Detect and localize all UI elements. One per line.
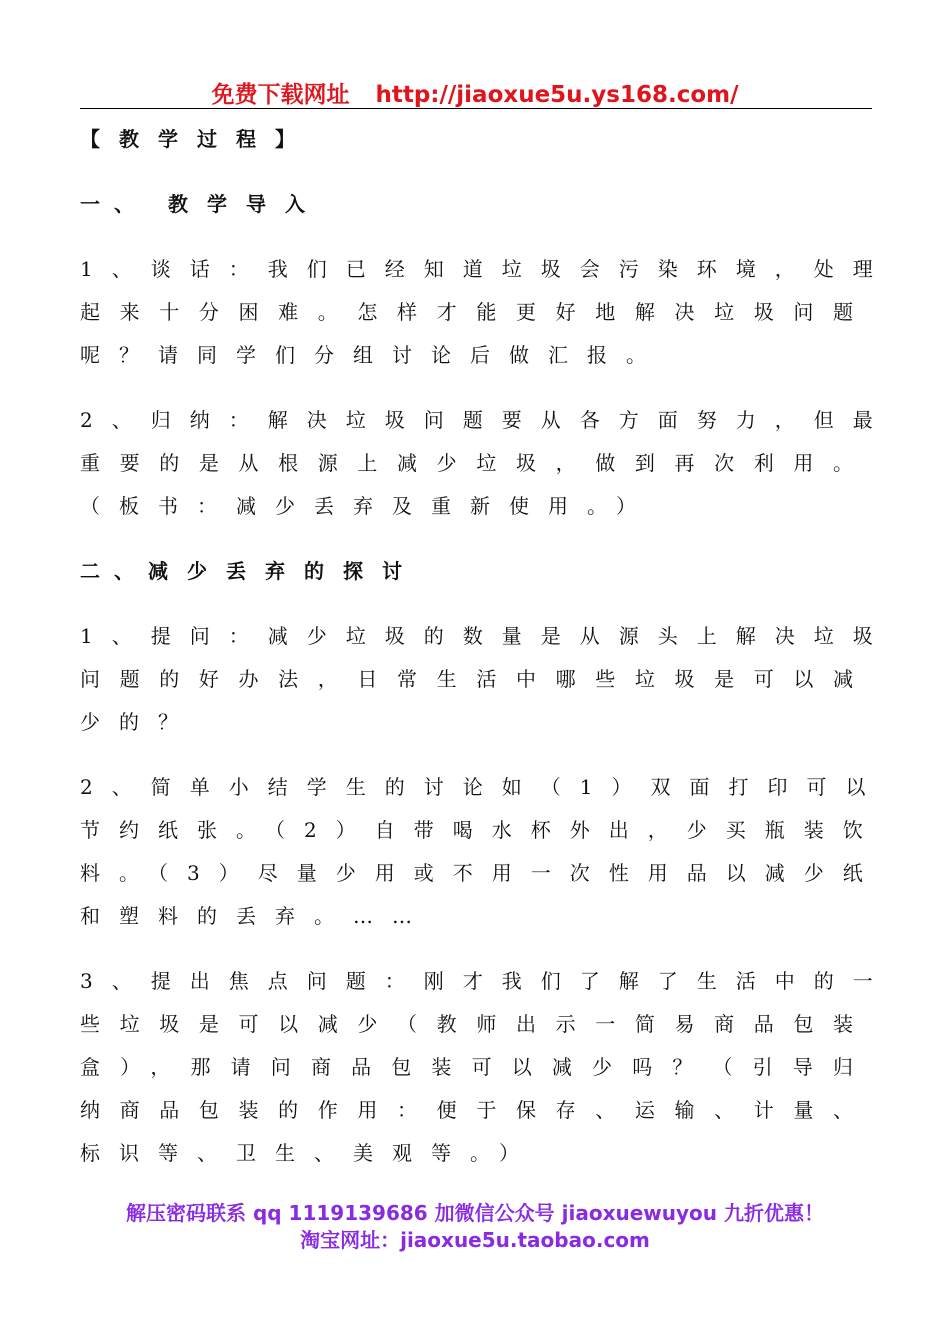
section-1-title: 教学导入 xyxy=(168,192,324,216)
text-line: 纳商品包装的作用：便于保存、运输、计量、 xyxy=(80,1098,872,1122)
text-line: 3、提出焦点问题：刚才我们了解了生活中的一 xyxy=(80,969,892,993)
section-2-title: 减少丢弃的探讨 xyxy=(148,559,421,583)
text-line: 标识等、卫生、美观等。） xyxy=(80,1141,538,1165)
paragraph xyxy=(80,248,892,377)
section-1-number: 一、 xyxy=(80,192,148,216)
text-line: 2、归纳：解决垃圾问题要从各方面努力，但最 xyxy=(80,408,892,432)
section-1-heading xyxy=(80,183,872,226)
text-line: 盒），那请问商品包装可以减少吗？（引导归 xyxy=(80,1055,872,1079)
footer-taobao-link[interactable]: 淘宝网址：jiaoxue5u.taobao.com xyxy=(300,1228,650,1252)
header-label: 免费下载网址 xyxy=(211,82,350,108)
document-body xyxy=(80,118,892,1175)
paragraph xyxy=(80,399,892,528)
header-url-link[interactable]: http://jiaoxue5u.ys168.com/ xyxy=(375,82,739,108)
text-line: 少的？ xyxy=(80,710,197,734)
text-line: 呢？请同学们分组讨论后做汇报。 xyxy=(80,343,665,367)
text-line: 些垃圾是可以减少（教师出示一简易商品包装 xyxy=(80,1012,872,1036)
text-line: 2、简单小结学生的讨论如（1）双面打印可以 xyxy=(80,775,885,799)
text-line: 起来十分困难。怎样才能更好地解决垃圾问题 xyxy=(80,300,872,324)
text-line: 节约纸张。（2）自带喝水杯外出，少买瓶装饮 xyxy=(80,818,882,842)
text-line: 和塑料的丢弃。…… xyxy=(80,904,431,928)
text-line: 1、提问：减少垃圾的数量是从源头上解决垃圾 xyxy=(80,624,892,648)
text-line: （板书：减少丢弃及重新使用。） xyxy=(80,494,655,518)
download-header xyxy=(0,76,950,109)
page-title: 【教学过程】 xyxy=(80,127,314,151)
text-line: 1、谈话：我们已经知道垃圾会污染环境，处理 xyxy=(80,257,892,281)
paragraph xyxy=(80,615,892,744)
section-2-number: 二、 xyxy=(80,559,148,583)
text-line: 料。（3）尽量少用或不用一次性用品以减少纸 xyxy=(80,861,882,885)
paragraph xyxy=(80,766,885,938)
header-divider xyxy=(80,108,872,109)
paragraph xyxy=(80,960,892,1175)
footer-contact-line: 解压密码联系 qq 1119139686 加微信公众号 jiaoxuewuyou 九折优惠！ xyxy=(126,1201,824,1225)
text-line: 重要的是从根源上减少垃圾，做到再次利用。 xyxy=(80,451,872,475)
section-2-heading xyxy=(80,550,872,593)
text-line: 问题的好办法，日常生活中哪些垃圾是可以减 xyxy=(80,667,872,691)
